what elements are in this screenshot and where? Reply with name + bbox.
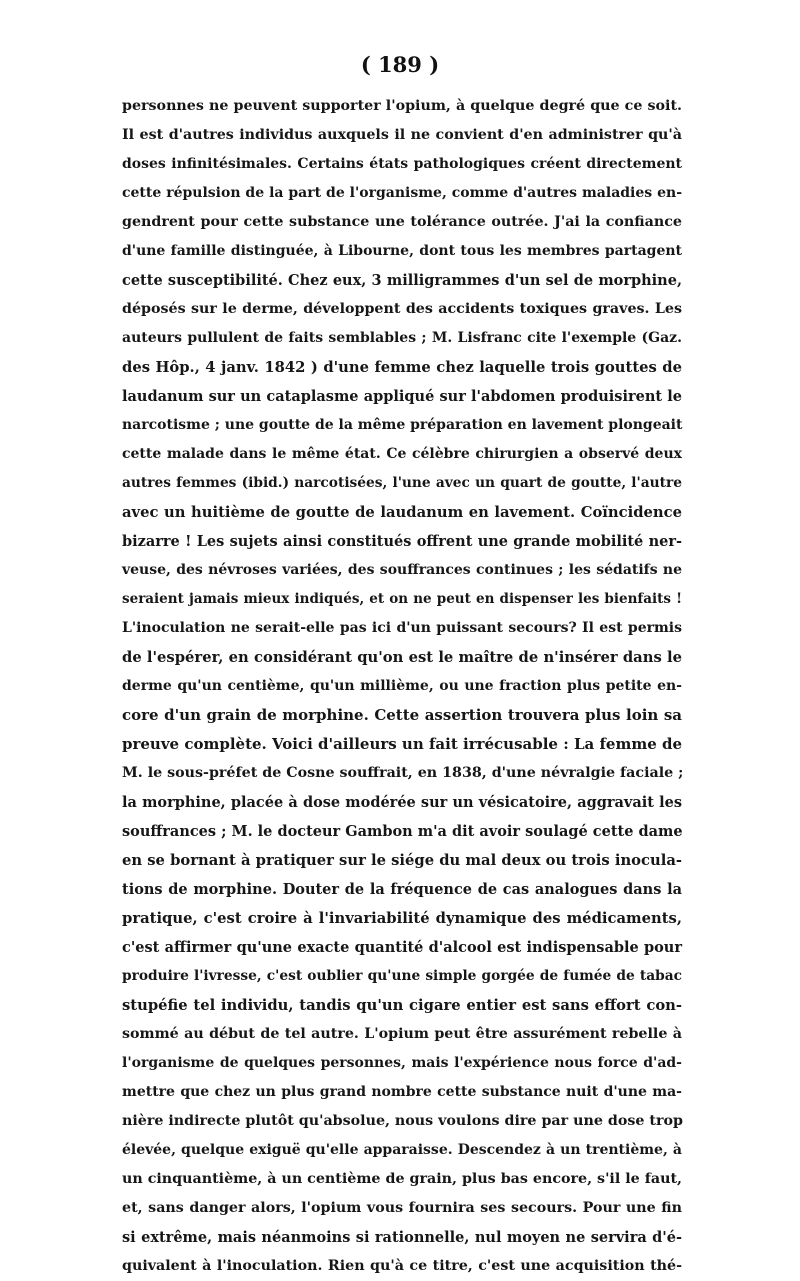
text-line: nière indirecte plutôt qu'absolue, nous voulons dire par une dose trop xyxy=(122,1113,683,1129)
text-line: déposés sur le derme, développent des accidents toxiques graves. Les xyxy=(122,301,682,317)
text-line: M. le sous-préfet de Cosne souffrait, en 1838, d'une névralgie faciale ; xyxy=(122,765,684,781)
text-line: Il est d'autres individus auxquels il ne convient d'en administrer qu'à xyxy=(122,127,682,143)
text-line: cette malade dans le même état. Ce célèbre chirurgien a observé deux xyxy=(122,446,682,462)
text-line: preuve complète. Voici d'ailleurs un fait irrécusable : La femme de xyxy=(122,735,682,753)
text-line: avec un huitième de goutte de laudanum en lavement. Coïncidence xyxy=(122,504,682,521)
text-line: l'organisme de quelques personnes, mais l'expérience nous force d'ad- xyxy=(122,1055,682,1071)
text-line: cette répulsion de la part de l'organisme, comme d'autres maladies en- xyxy=(122,185,682,201)
text-line: core d'un grain de morphine. Cette assertion trouvera plus loin sa xyxy=(122,706,682,724)
text-line: en se bornant à pratiquer sur le siége du mal deux ou trois inocula- xyxy=(122,852,682,869)
text-line: d'une famille distinguée, à Libourne, dont tous les membres partagent xyxy=(122,243,682,259)
text-line: élevée, quelque exiguë qu'elle apparaisse. Descendez à un trentième, à xyxy=(122,1142,682,1158)
text-line: auteurs pullulent de faits semblables ; M. Lisfranc cite l'exemple (Gaz. xyxy=(122,330,682,346)
text-line: narcotisme ; une goutte de la même préparation en lavement plongeait xyxy=(122,417,683,433)
text-line: personnes ne peuvent supporter l'opium, à quelque degré que ce soit. xyxy=(122,98,682,114)
text-line: sommé au début de tel autre. L'opium peut être assurément rebelle à xyxy=(122,1026,682,1042)
text-line: de l'espérer, en considérant qu'on est le maître de n'insérer dans le xyxy=(122,649,682,666)
text-line: tions de morphine. Douter de la fréquence de cas analogues dans la xyxy=(122,881,682,898)
text-line: derme qu'un centième, qu'un millième, ou une fraction plus petite en- xyxy=(122,678,682,694)
text-line: mettre que chez un plus grand nombre cette substance nuit d'une ma- xyxy=(122,1084,682,1100)
text-line: quivalent à l'inoculation. Rien qu'à ce titre, c'est une acquisition thé- xyxy=(122,1258,682,1274)
text-line: L'inoculation ne serait-elle pas ici d'un puissant secours? Il est permis xyxy=(122,620,682,636)
text-line: doses infinitésimales. Certains états pathologiques créent directement xyxy=(122,156,682,172)
text-line: bizarre ! Les sujets ainsi constitués offrent une grande mobilité ner- xyxy=(122,533,682,550)
text-line: seraient jamais mieux indiqués, et on ne peut en dispenser les bienfaits ! xyxy=(122,591,682,607)
text-line: stupéfie tel individu, tandis qu'un cigare entier est sans effort con- xyxy=(122,997,682,1014)
text-line: si extrême, mais néanmoins si rationnelle, nul moyen ne servira d'é- xyxy=(122,1229,682,1246)
text-line: cette susceptibilité. Chez eux, 3 milligrammes d'un sel de morphine, xyxy=(122,272,682,289)
text-line: gendrent pour cette substance une tolérance outrée. J'ai la confiance xyxy=(122,214,682,230)
text-line: c'est affirmer qu'une exacte quantité d'alcool est indispensable pour xyxy=(122,939,682,956)
text-line: et, sans danger alors, l'opium vous fournira ses secours. Pour une fin xyxy=(122,1200,682,1216)
text-line: des Hôp., 4 janv. 1842 ) d'une femme chez laquelle trois gouttes de xyxy=(122,359,682,376)
body-text xyxy=(122,92,682,1281)
text-line: la morphine, placée à dose modérée sur un vésicatoire, aggravait les xyxy=(122,794,682,811)
text-line: autres femmes (ibid.) narcotisées, l'une avec un quart de goutte, l'autre xyxy=(122,475,682,491)
page-number: ( 189 ) xyxy=(360,52,440,77)
text-line: produire l'ivresse, c'est oublier qu'une simple gorgée de fumée de tabac xyxy=(122,968,682,984)
text-line: laudanum sur un cataplasme appliqué sur l'abdomen produisirent le xyxy=(122,388,682,405)
text-line: souffrances ; M. le docteur Gambon m'a dit avoir soulagé cette dame xyxy=(122,823,683,840)
text-line: pratique, c'est croire à l'invariabilité dynamique des médicaments, xyxy=(122,910,682,927)
text-line: un cinquantième, à un centième de grain, plus bas encore, s'il le faut, xyxy=(122,1171,682,1187)
text-line: veuse, des névroses variées, des souffrances continues ; les sédatifs ne xyxy=(122,562,682,578)
